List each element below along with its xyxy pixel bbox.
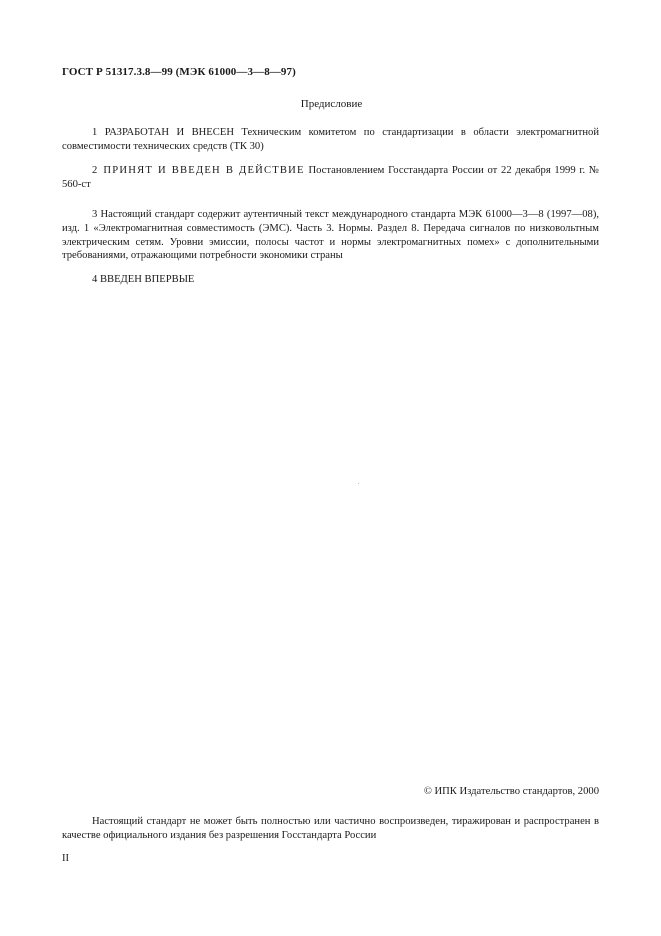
preface-title: Предисловие bbox=[300, 98, 363, 110]
preface-item-2-lead: 2 ПРИНЯТ И ВВЕДЕН В ДЕЙСТВИЕ bbox=[92, 165, 305, 176]
reproduction-notice: Настоящий стандарт не может быть полностью или частично воспроизведен, тиражирован и распространен в качестве официального издания без разрешения Госстандарта России bbox=[62, 816, 599, 841]
preface-item-4 bbox=[62, 273, 599, 287]
preface-item-1-lead: 1 РАЗРАБОТАН И ВНЕСЕН bbox=[92, 127, 234, 138]
preface-item-4-lead: 4 ВВЕДЕН ВПЕРВЫЕ bbox=[92, 274, 195, 285]
preface-item-1 bbox=[62, 126, 599, 154]
scan-speck bbox=[358, 483, 359, 484]
preface-item-2-text: Постановлением Госстандарта России от 22 декабря 1999 г. № 560-ст bbox=[62, 165, 600, 190]
copyright-line: © ИПК Издательство стандартов, 2000 bbox=[423, 786, 599, 797]
document-designation: ГОСТ Р 51317.3.8—99 (МЭК 61000—3—8—97) bbox=[62, 66, 296, 78]
page-number: II bbox=[62, 853, 70, 864]
preface-item-2 bbox=[62, 164, 599, 192]
preface-item-1-text: Техническим комитетом по стандартизации в области электромагнитной совместимости технических средств (ТК 30) bbox=[62, 127, 599, 152]
preface-item-3-text: 3 Настоящий стандарт содержит аутентичный текст международного стандарта МЭК 61000—3—8 (1997—08), изд. 1 «Электромагнитная совместимость (ЭМС). Часть 3. Нормы. Раздел 8. Передача сигналов по низковольтным электрическим сетям. Уровни эмиссии, полосы частот и нормы электромагнитных помех» с дополнительными требованиями, отражающими потребности экономики страны bbox=[62, 209, 599, 262]
preface-item-3 bbox=[62, 208, 599, 263]
preface-heading bbox=[0, 98, 661, 110]
